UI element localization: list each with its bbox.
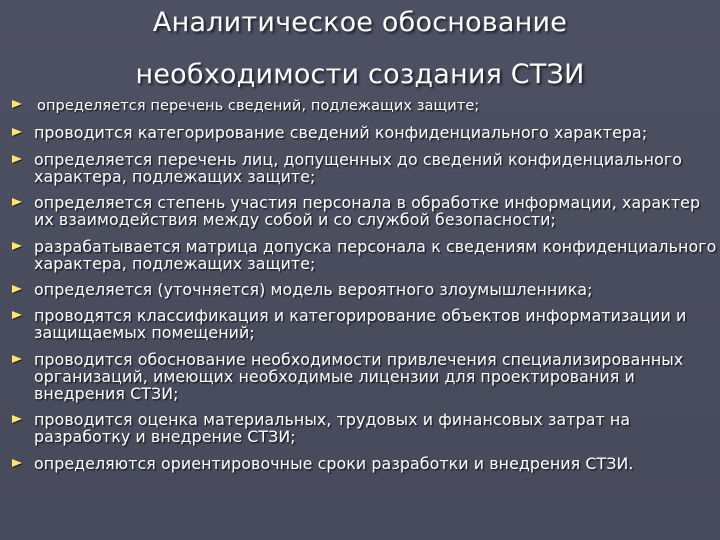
list-item bbox=[12, 151, 717, 185]
list-item bbox=[12, 351, 717, 402]
triangle-bullet-icon bbox=[12, 415, 22, 423]
list-item bbox=[12, 455, 717, 472]
list-item-text: определяется перечень лиц, допущенных до сведений конфиденциального характера, подлежащих защите; bbox=[34, 149, 683, 186]
list-item bbox=[12, 124, 717, 141]
list-item-text: определяется (уточняется) модель вероятного злоумышленника; bbox=[34, 279, 593, 299]
list-item bbox=[12, 96, 717, 115]
title-line-1: Аналитическое обоснование bbox=[152, 7, 568, 38]
list-item bbox=[12, 411, 717, 445]
list-item bbox=[12, 194, 717, 228]
triangle-bullet-icon bbox=[12, 198, 22, 206]
list-item-text: определяются ориентировочные сроки разработки и внедрения СТЗИ. bbox=[34, 453, 634, 473]
triangle-bullet-icon bbox=[12, 355, 22, 363]
triangle-bullet-icon bbox=[12, 128, 22, 136]
triangle-bullet-icon bbox=[12, 155, 22, 163]
triangle-bullet-icon bbox=[12, 311, 22, 319]
list-item-text: проводятся классификация и категорирование объектов информатизации и защищаемых помещений; bbox=[34, 306, 687, 343]
list-item-text: проводится обоснование необходимости привлечения специализированных организаций, имеющих необходимые лицензии для проектирования и внедрения СТЗИ; bbox=[34, 349, 684, 403]
list-item-text: разрабатывается матрица допуска персонала к сведениям конфиденциального характера, подлежащих защите; bbox=[34, 236, 717, 273]
triangle-bullet-icon bbox=[12, 285, 22, 293]
list-item-text: проводится оценка материальных, трудовых и финансовых затрат на разработку и внедрение СТЗИ; bbox=[34, 410, 631, 447]
triangle-bullet-icon bbox=[12, 100, 22, 108]
triangle-bullet-icon bbox=[12, 242, 22, 250]
list-item bbox=[12, 281, 717, 298]
list-item bbox=[12, 238, 717, 272]
bullet-list bbox=[12, 96, 717, 481]
slide-title bbox=[0, 0, 720, 96]
list-item-text: определяется перечень сведений, подлежащих защите; bbox=[37, 98, 480, 114]
list-item bbox=[12, 307, 717, 341]
list-item-text: определяется степень участия персонала в обработке информации, характер их взаимодействия между собой и со службой безопасности; bbox=[34, 193, 701, 230]
title-line-2: необходимости создания СТЗИ bbox=[135, 59, 585, 90]
triangle-bullet-icon bbox=[12, 459, 22, 467]
list-item-text: проводится категорирование сведений конфиденциального характера; bbox=[34, 123, 648, 143]
